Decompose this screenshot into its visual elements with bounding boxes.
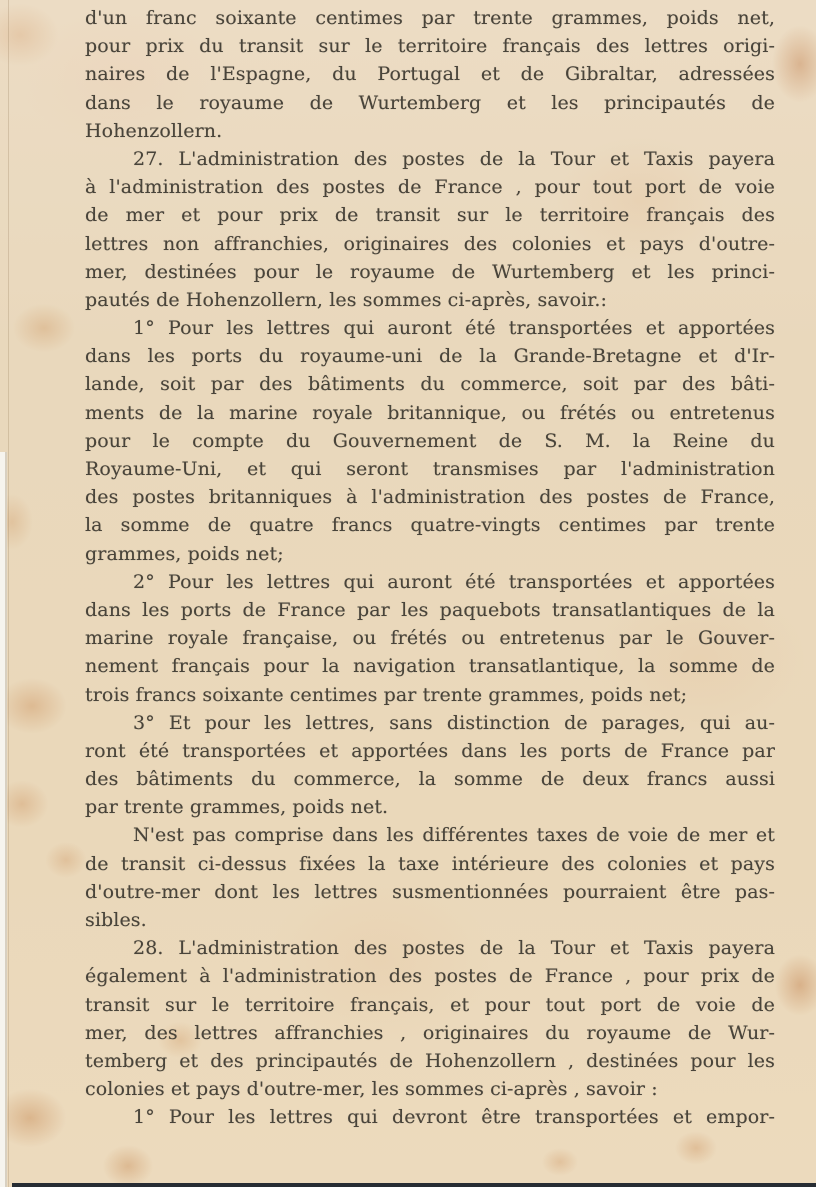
- text-line: des postes britanniques à l'administration des postes de France,: [85, 486, 775, 509]
- text-line: lande, soit par des bâtiments du commerce, soit par des bâti-: [85, 373, 775, 396]
- text-line: transit sur le territoire français, et pour tout port de voie de: [85, 993, 775, 1016]
- text-line: 2° Pour les lettres qui auront été transportées et apportées: [133, 570, 775, 593]
- text-line: mer, destinées pour le royaume de Wurtemberg et les princi-: [85, 260, 775, 283]
- text-line: d'outre-mer dont les lettres susmentionnées pourraient être pas-: [85, 880, 775, 903]
- page-left-edge: [0, 452, 7, 1187]
- text-line: ront été transportées et apportées dans les ports de France par: [85, 739, 775, 762]
- text-line: pautés de Hohenzollern, les sommes ci-après, savoir.:: [85, 288, 608, 311]
- text-line: des bâtiments du commerce, la somme de deux francs aussi: [85, 768, 775, 791]
- text-line: pour le compte du Gouvernement de S. M. la Reine du: [85, 429, 775, 452]
- text-line: naires de l'Espagne, du Portugal et de Gibraltar, adressées: [85, 63, 775, 86]
- text-line: pour prix du transit sur le territoire français des lettres origi-: [85, 35, 775, 58]
- text-line: ments de la marine royale britannique, ou frétés ou entretenus: [85, 401, 775, 424]
- text-line: mer, des lettres affranchies , originaires du royaume de Wur-: [85, 1021, 775, 1044]
- text-line: lettres non affranchies, originaires des colonies et pays d'outre-: [85, 232, 775, 255]
- text-line: dans le royaume de Wurtemberg et les principautés de: [85, 91, 775, 114]
- text-line: dans les ports de France par les paquebots transatlantiques de la: [85, 598, 775, 621]
- page-fold-line: [8, 0, 9, 1187]
- text-line: 27. L'administration des postes de la Tour et Taxis payera: [133, 147, 775, 170]
- text-line: grammes, poids net;: [85, 542, 284, 565]
- text-line: 28. L'administration des postes de la Tour et Taxis payera: [133, 937, 775, 960]
- text-line: trois francs soixante centimes par trente grammes, poids net;: [85, 683, 688, 706]
- text-line: de transit ci-dessus fixées la taxe intérieure des colonies et pays: [85, 852, 775, 875]
- text-line: marine royale française, ou frétés ou entretenus par le Gouver-: [85, 627, 775, 650]
- text-line: 1° Pour les lettres qui devront être transportées et empor-: [133, 1106, 775, 1129]
- scan-bottom-bar: [12, 1183, 816, 1187]
- text-line: dans les ports du royaume-uni de la Grande-Bretagne et d'Ir-: [85, 345, 775, 368]
- text-line: de mer et pour prix de transit sur le territoire français des: [85, 204, 775, 227]
- text-line: sibles.: [85, 909, 147, 931]
- text-line: d'un franc soixante centimes par trente grammes, poids net,: [85, 7, 775, 29]
- text-line: colonies et pays d'outre-mer, les sommes ci-après , savoir :: [85, 1078, 658, 1101]
- text-line: 3° Et pour les lettres, sans distinction de parages, qui au-: [133, 711, 775, 734]
- text-line: également à l'administration des postes de France , pour prix de: [85, 965, 775, 988]
- text-line: par trente grammes, poids net.: [85, 796, 389, 819]
- text-line: la somme de quatre francs quatre-vingts centimes par trente: [85, 514, 775, 537]
- text-line: à l'administration des postes de France , pour tout port de voie: [85, 176, 775, 199]
- text-block: [85, 4, 775, 1132]
- text-line: 1° Pour les lettres qui auront été transportées et apportées: [133, 317, 775, 340]
- text-line: N'est pas comprise dans les différentes taxes de voie de mer et: [133, 824, 775, 847]
- text-line: Hohenzollern.: [85, 119, 223, 142]
- text-line: temberg et des principautés de Hohenzollern , destinées pour les: [85, 1049, 775, 1072]
- text-line: Royaume-Uni, et qui seront transmises par l'administration: [85, 458, 775, 480]
- text-line: nement français pour la navigation transatlantique, la somme de: [85, 655, 775, 678]
